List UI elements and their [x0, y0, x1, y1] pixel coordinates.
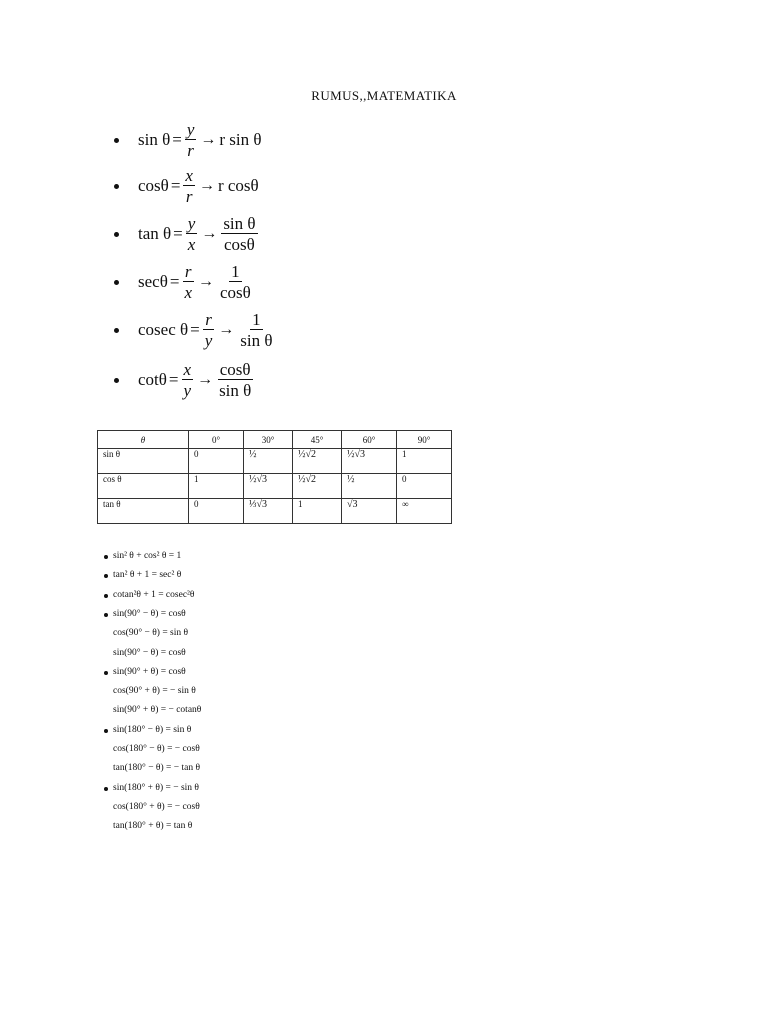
fraction-denominator: r: [187, 141, 194, 160]
formula-rhs-fraction: [217, 361, 253, 399]
equals-sign: =: [172, 130, 182, 149]
identity-text: cotan²θ + 1 = cosec²θ: [113, 589, 195, 600]
fraction-denominator: x: [184, 283, 192, 302]
formula-fraction: [186, 215, 198, 253]
formula-lhs: tan θ: [138, 224, 172, 243]
arrow-icon: →: [198, 177, 215, 194]
identity-text: cos(180° + θ) = − cosθ: [113, 801, 200, 812]
table-header-cell: 0°: [189, 431, 244, 449]
identity-text: sin(180° + θ) = − sin θ: [113, 782, 199, 793]
formula-row: [138, 166, 259, 206]
table-cell: √3: [342, 499, 397, 524]
formula-bullet: [114, 184, 119, 189]
table-row: [98, 474, 452, 499]
equals-sign: =: [169, 272, 180, 291]
fraction-denominator: x: [187, 235, 196, 254]
table-cell: ½: [342, 474, 397, 499]
table-cell: 1: [397, 449, 452, 474]
formula-bullet: [114, 378, 119, 383]
table-cell: 1: [189, 474, 244, 499]
page-title: RUMUS,,MATEMATIKA: [311, 88, 457, 103]
identity-bullet: [104, 574, 108, 578]
identity-bullet: [104, 613, 108, 617]
formula-fraction: [182, 263, 194, 301]
table-row-label: sin θ: [98, 449, 189, 474]
table-cell: 0: [189, 499, 244, 524]
fraction-numerator: y: [187, 214, 196, 233]
table-header-cell: 30°: [244, 431, 293, 449]
table-cell: 0: [189, 449, 244, 474]
fraction-numerator: r: [184, 262, 192, 281]
identity-text: tan² θ + 1 = sec² θ: [113, 570, 182, 581]
table-row-label: cos θ: [98, 474, 189, 499]
identity-text: sin² θ + cos² θ = 1: [113, 551, 182, 561]
table-cell: ⅓√3: [244, 499, 293, 524]
identity-text: cos(180° − θ) = − cosθ: [113, 744, 200, 754]
formula-lhs: cosec θ: [138, 320, 189, 339]
formula-bullet: [114, 232, 119, 237]
fraction-denominator: y: [204, 331, 213, 350]
formula-row: [138, 120, 262, 160]
fraction-denominator: sin θ: [219, 381, 252, 400]
identity-bullet: [104, 787, 108, 791]
fraction-numerator: r: [205, 310, 212, 329]
identity-text: cos(90° + θ) = − sin θ: [113, 686, 196, 697]
identity-text: sin(90° + θ) = cosθ: [113, 666, 186, 677]
table-cell: ½√2: [293, 449, 342, 474]
identity-text: tan(180° − θ) = − tan θ: [113, 763, 201, 774]
formula-lhs: cosθ: [138, 176, 169, 195]
identity-text: sin(90° − θ) = cosθ: [113, 608, 186, 619]
equals-sign: =: [170, 176, 181, 195]
arrow-icon: →: [197, 371, 214, 388]
arrow-icon: →: [218, 321, 235, 338]
identity-bullet: [104, 594, 108, 598]
identity-bullet: [104, 555, 108, 559]
table-cell: ½√3: [244, 474, 293, 499]
formula-row: [138, 262, 254, 302]
table-cell: 0: [397, 474, 452, 499]
identity-bullet: [104, 729, 108, 733]
equals-sign: =: [168, 370, 179, 389]
table-cell: ½√3: [342, 449, 397, 474]
table-cell: ∞: [397, 499, 452, 524]
fraction-numerator: cosθ: [219, 360, 251, 379]
table-cell: ½: [244, 449, 293, 474]
formula-row: [138, 360, 254, 400]
identity-text: tan(180° + θ) = tan θ: [113, 821, 193, 832]
formula-bullet: [114, 328, 119, 333]
table-row: [98, 449, 452, 474]
arrow-icon: →: [200, 131, 217, 148]
formula-lhs: cotθ: [138, 370, 167, 389]
formula-lhs: secθ: [138, 272, 168, 291]
arrow-icon: →: [198, 273, 214, 290]
fraction-denominator: cosθ: [224, 235, 255, 254]
trig-value-table: [97, 430, 452, 524]
fraction-denominator: cosθ: [220, 283, 251, 302]
formula-lhs: sin θ: [138, 130, 171, 149]
table-cell: 1: [293, 499, 342, 524]
formula-rhs-fraction: [221, 215, 257, 253]
fraction-numerator: sin θ: [223, 214, 256, 233]
identity-text: sin(90° − θ) = cosθ: [113, 647, 186, 658]
fraction-denominator: sin θ: [240, 331, 273, 350]
formula-fraction: [203, 311, 215, 349]
identity-text: cos(90° − θ) = sin θ: [113, 628, 189, 639]
equals-sign: =: [190, 320, 200, 339]
formula-rhs: r cosθ: [217, 176, 259, 195]
formula-fraction: [182, 361, 194, 399]
table-header-row: [98, 431, 452, 449]
table-header-cell: 60°: [342, 431, 397, 449]
table-row: [98, 499, 452, 524]
formula-row: [138, 310, 276, 350]
formula-bullet: [114, 138, 119, 143]
fraction-denominator: r: [185, 187, 193, 206]
table-header-cell: 45°: [293, 431, 342, 449]
fraction-numerator: x: [185, 166, 193, 185]
fraction-numerator: y: [186, 120, 195, 139]
identity-text: sin(90° + θ) = − cotanθ: [113, 705, 202, 716]
fraction-denominator: y: [183, 381, 192, 400]
table-cell: ½√2: [293, 474, 342, 499]
formula-row: [138, 214, 259, 254]
fraction-numerator: 1: [231, 262, 240, 281]
table-header-cell: θ: [98, 431, 189, 449]
formula-bullet: [114, 280, 119, 285]
identity-bullet: [104, 671, 108, 675]
fraction-numerator: 1: [252, 310, 261, 329]
table-header-cell: 90°: [397, 431, 452, 449]
equals-sign: =: [173, 224, 183, 243]
fraction-numerator: x: [183, 360, 192, 379]
arrow-icon: →: [201, 225, 218, 242]
table-row-label: tan θ: [98, 499, 189, 524]
formula-fraction: [185, 121, 197, 159]
identity-text: sin(180° − θ) = sin θ: [113, 724, 192, 735]
formula-rhs-fraction: [218, 263, 253, 301]
formula-fraction: [183, 167, 195, 205]
formula-rhs-fraction: [238, 311, 274, 349]
formula-rhs: r sin θ: [219, 130, 262, 149]
